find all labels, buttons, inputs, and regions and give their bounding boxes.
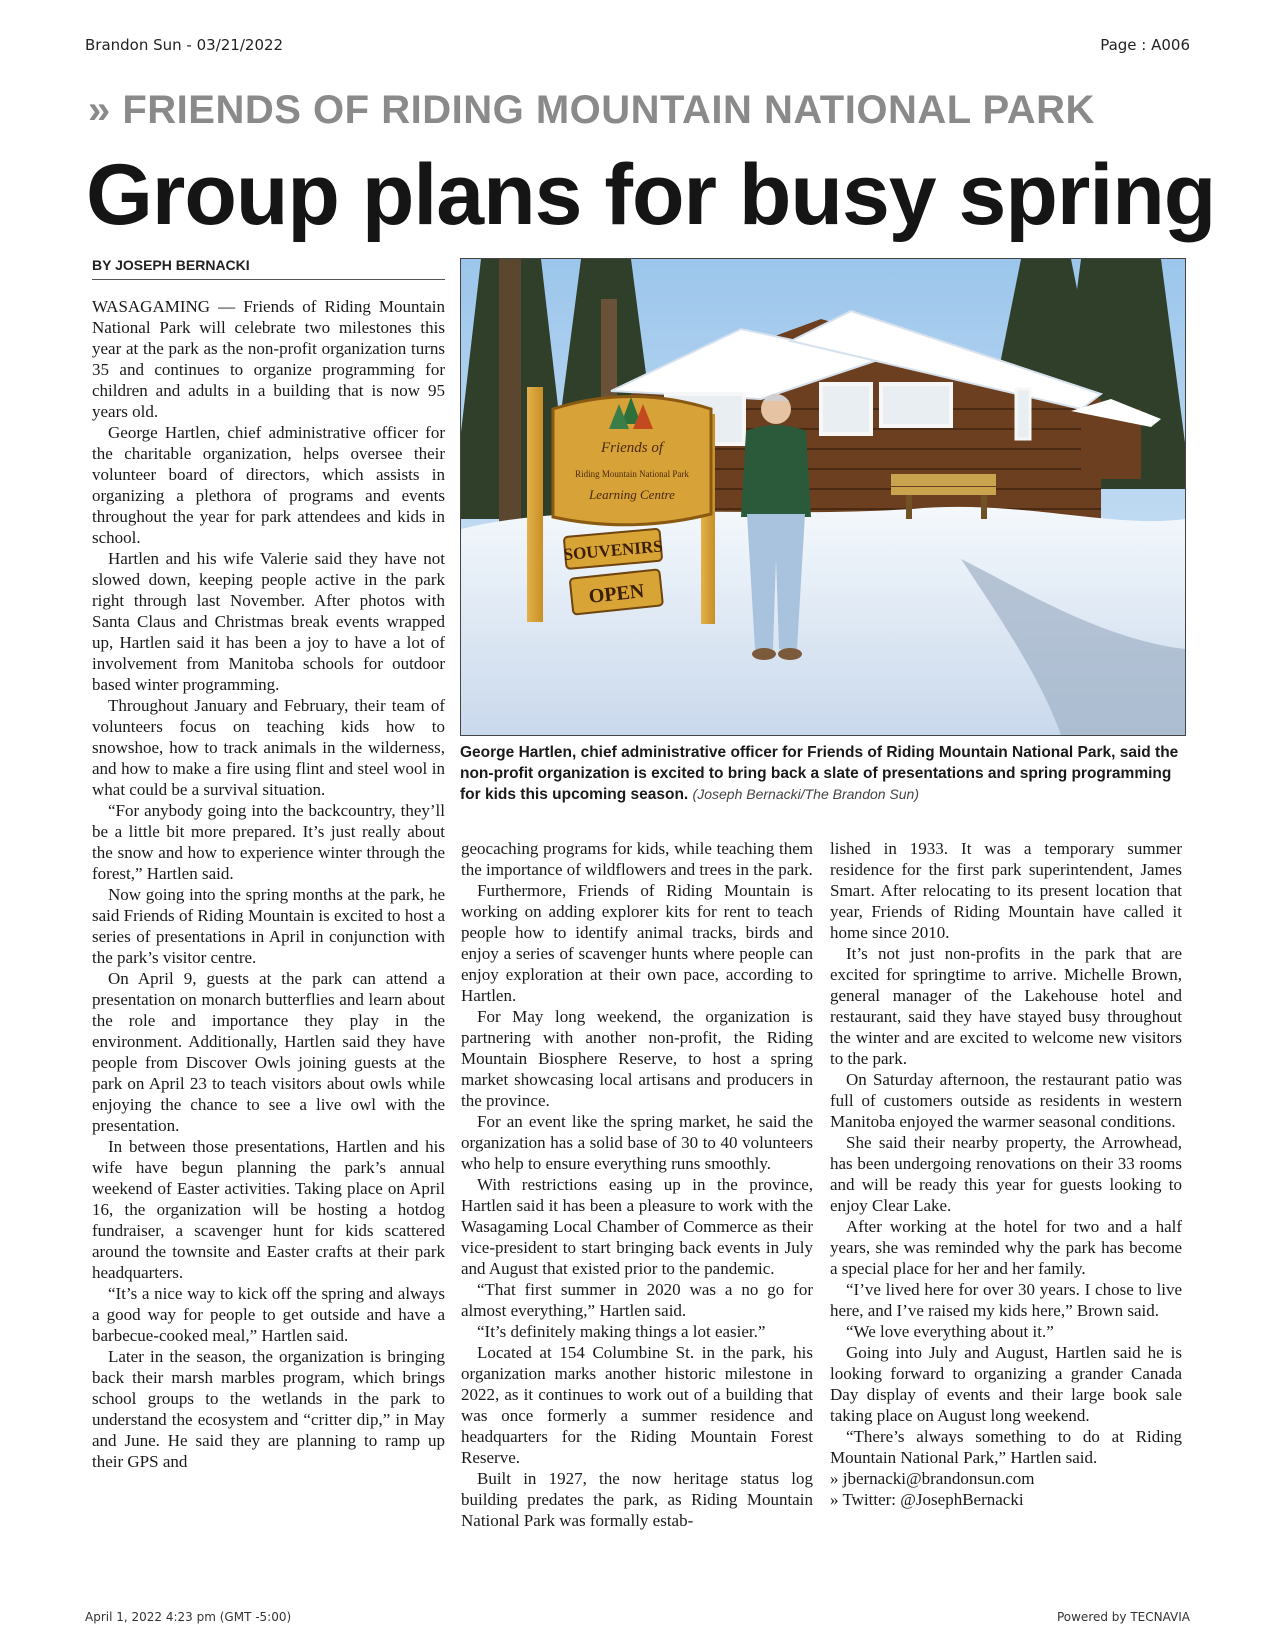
- sign-text-learning-centre: Learning Centre: [589, 487, 675, 502]
- paragraph: In between those presentations, Hartlen and his wife have begun planning the park’s annual weekend of Easter activities. Taking place on April 16, the organization will be hosting a hotdog fundraiser, a scavenger hunt for kids scattered around the townsite and Easter crafts at their park headquarters.: [92, 1137, 445, 1282]
- paragraph: George Hartlen, chief administrative officer for the charitable organization, helps oversee their volunteer board of directors, which assists in organizing a plethora of programs and events throughout the year for park attendees and kids in school.: [92, 423, 445, 547]
- paragraph: Hartlen and his wife Valerie said they have not slowed down, keeping people active in the park right through last November. After photos with Santa Claus and Christmas break events wrapped up, Hartlen said it has been a joy to have a lot of involvement from Manitoba schools for outdoor based winter programming.: [92, 549, 445, 694]
- article-column-2: [461, 838, 813, 1531]
- paragraph: Now going into the spring months at the park, he said Friends of Riding Mountain is excited to host a series of presentations in April in conjunction with the park’s visitor centre.: [92, 885, 445, 967]
- paragraph: WASAGAMING — Friends of Riding Mountain National Park will celebrate two milestones this year at the park as the non-profit organization turns 35 and continues to organize programming for children and adults in a building that is now 95 years old.: [92, 297, 445, 421]
- footer-timestamp: April 1, 2022 4:23 pm (GMT -5:00): [85, 1610, 292, 1624]
- paragraph: After working at the hotel for two and a half years, she was reminded why the park has become a special place for her and her family.: [830, 1217, 1182, 1278]
- section-kicker: » FRIENDS OF RIDING MOUNTAIN NATIONAL PARK: [88, 88, 1095, 132]
- sign-text-friends: Friends of: [600, 440, 664, 456]
- paragraph: Going into July and August, Hartlen said he is looking forward to organizing a grander Canada Day display of events and their large book sale taking place on August long weekend.: [830, 1343, 1182, 1425]
- paragraph: For an event like the spring market, he said the organization has a solid base of 30 to 40 volunteers who help to ensure everything runs smoothly.: [461, 1112, 813, 1173]
- author-email: » jbernacki@brandonsun.com: [830, 1469, 1035, 1488]
- sign-text-park: Riding Mountain National Park: [575, 469, 689, 479]
- page-header-page-number: Page : A006: [1100, 36, 1190, 54]
- paragraph: “I’ve lived here for over 30 years. I chose to live here, and I’ve raised my kids here,” Brown said.: [830, 1280, 1182, 1320]
- article-photo: [460, 258, 1186, 736]
- paragraph: geocaching programs for kids, while teaching them the importance of wildflowers and trees in the park.: [461, 839, 813, 879]
- article-column-1: [92, 296, 445, 1472]
- caption-credit: (Joseph Bernacki/The Brandon Sun): [692, 786, 920, 802]
- paragraph: Furthermore, Friends of Riding Mountain is working on adding explorer kits for rent to teach people how to identify animal tracks, birds and enjoy a series of scavenger hunts where people can enjoy exploration at their own pace, according to Hartlen.: [461, 881, 813, 1005]
- open-sign: OPEN: [587, 580, 646, 608]
- paragraph: It’s not just non-profits in the park that are excited for springtime to arrive. Michelle Brown, general manager of the Lakehouse hotel and restaurant, said they have stayed busy throughout the winter and are excited to welcome new visitors to the park.: [830, 944, 1182, 1068]
- paragraph: On April 9, guests at the park can attend a presentation on monarch butterflies and learn about the role and importance they play in the environment. Additionally, Hartlen said they have people from Discover Owls joining guests at the park on April 23 to teach visitors about owls while enjoying the chance to see a live owl with the presentation.: [92, 969, 445, 1135]
- article-byline: BY JOSEPH BERNACKI: [92, 257, 445, 280]
- article-column-3: [830, 838, 1182, 1510]
- photo-caption: [460, 742, 1184, 805]
- paragraph: For May long weekend, the organization is partnering with another non-profit, the Riding Mountain Biosphere Reserve, to host a spring market showcasing local artisans and producers in the province.: [461, 1007, 813, 1110]
- caption-text: George Hartlen, chief administrative officer for Friends of Riding Mountain National Park, said the non-profit organization is excited to bring back a slate of presentations and spring programming for kids this upcoming season.: [460, 744, 1179, 803]
- souvenirs-sign: SOUVENIRS: [562, 536, 664, 565]
- paragraph: “We love everything about it.”: [846, 1322, 1054, 1341]
- paragraph: “That first summer in 2020 was a no go for almost everything,” Hartlen said.: [461, 1280, 813, 1320]
- paragraph: Built in 1927, the now heritage status log building predates the park, as Riding Mountain National Park was formally estab-: [461, 1469, 813, 1530]
- paragraph: “For anybody going into the backcountry, they’ll be a little bit more prepared. It’s just really about the snow and how to experience winter through the forest,” Hartlen said.: [92, 801, 445, 883]
- footer-powered-by: Powered by TECNAVIA: [1056, 1610, 1190, 1624]
- paragraph: Located at 154 Columbine St. in the park, his organization marks another historic milestone in 2022, as it continues to work out of a building that was once formerly a summer residence and headquarters for the Riding Mountain Forest Reserve.: [461, 1343, 813, 1467]
- page-header-source: Brandon Sun - 03/21/2022: [85, 36, 284, 54]
- paragraph: Throughout January and February, their team of volunteers focus on teaching kids how to snowshoe, how to track animals in the wilderness, and how to make a fire using flint and steel wool in what could be a survival situation.: [92, 696, 445, 799]
- article-headline: Group plans for busy spring: [86, 147, 1216, 243]
- paragraph: lished in 1933. It was a temporary summer residence for the first park superintendent, James Smart. After relocating to its present location that year, Friends of Riding Mountain have called it home since 2010.: [830, 839, 1182, 942]
- paragraph: Later in the season, the organization is bringing back their marsh marbles program, which brings school groups to the wetlands in the park to understand the ecosystem and “critter dip,” in May and June. He said they are planning to ramp up their GPS and: [92, 1347, 445, 1471]
- paragraph: On Saturday afternoon, the restaurant patio was full of customers outside as residents in western Manitoba enjoyed the warmer seasonal conditions.: [830, 1070, 1182, 1131]
- paragraph: “There’s always something to do at Riding Mountain National Park,” Hartlen said.: [830, 1427, 1182, 1467]
- paragraph: She said their nearby property, the Arrowhead, has been undergoing renovations on their 33 rooms and will be ready this year for guests looking to enjoy Clear Lake.: [830, 1133, 1182, 1215]
- author-twitter: » Twitter: @JosephBernacki: [830, 1490, 1024, 1509]
- paragraph: “It’s a nice way to kick off the spring and always a good way for people to get outside and have a barbecue-cooked meal,” Hartlen said.: [92, 1284, 445, 1345]
- paragraph: “It’s definitely making things a lot easier.”: [477, 1322, 766, 1341]
- paragraph: With restrictions easing up in the province, Hartlen said it has been a pleasure to work with the Wasagaming Local Chamber of Commerce as their vice-president to start bringing back events in July and August that existed prior to the pandemic.: [461, 1175, 813, 1278]
